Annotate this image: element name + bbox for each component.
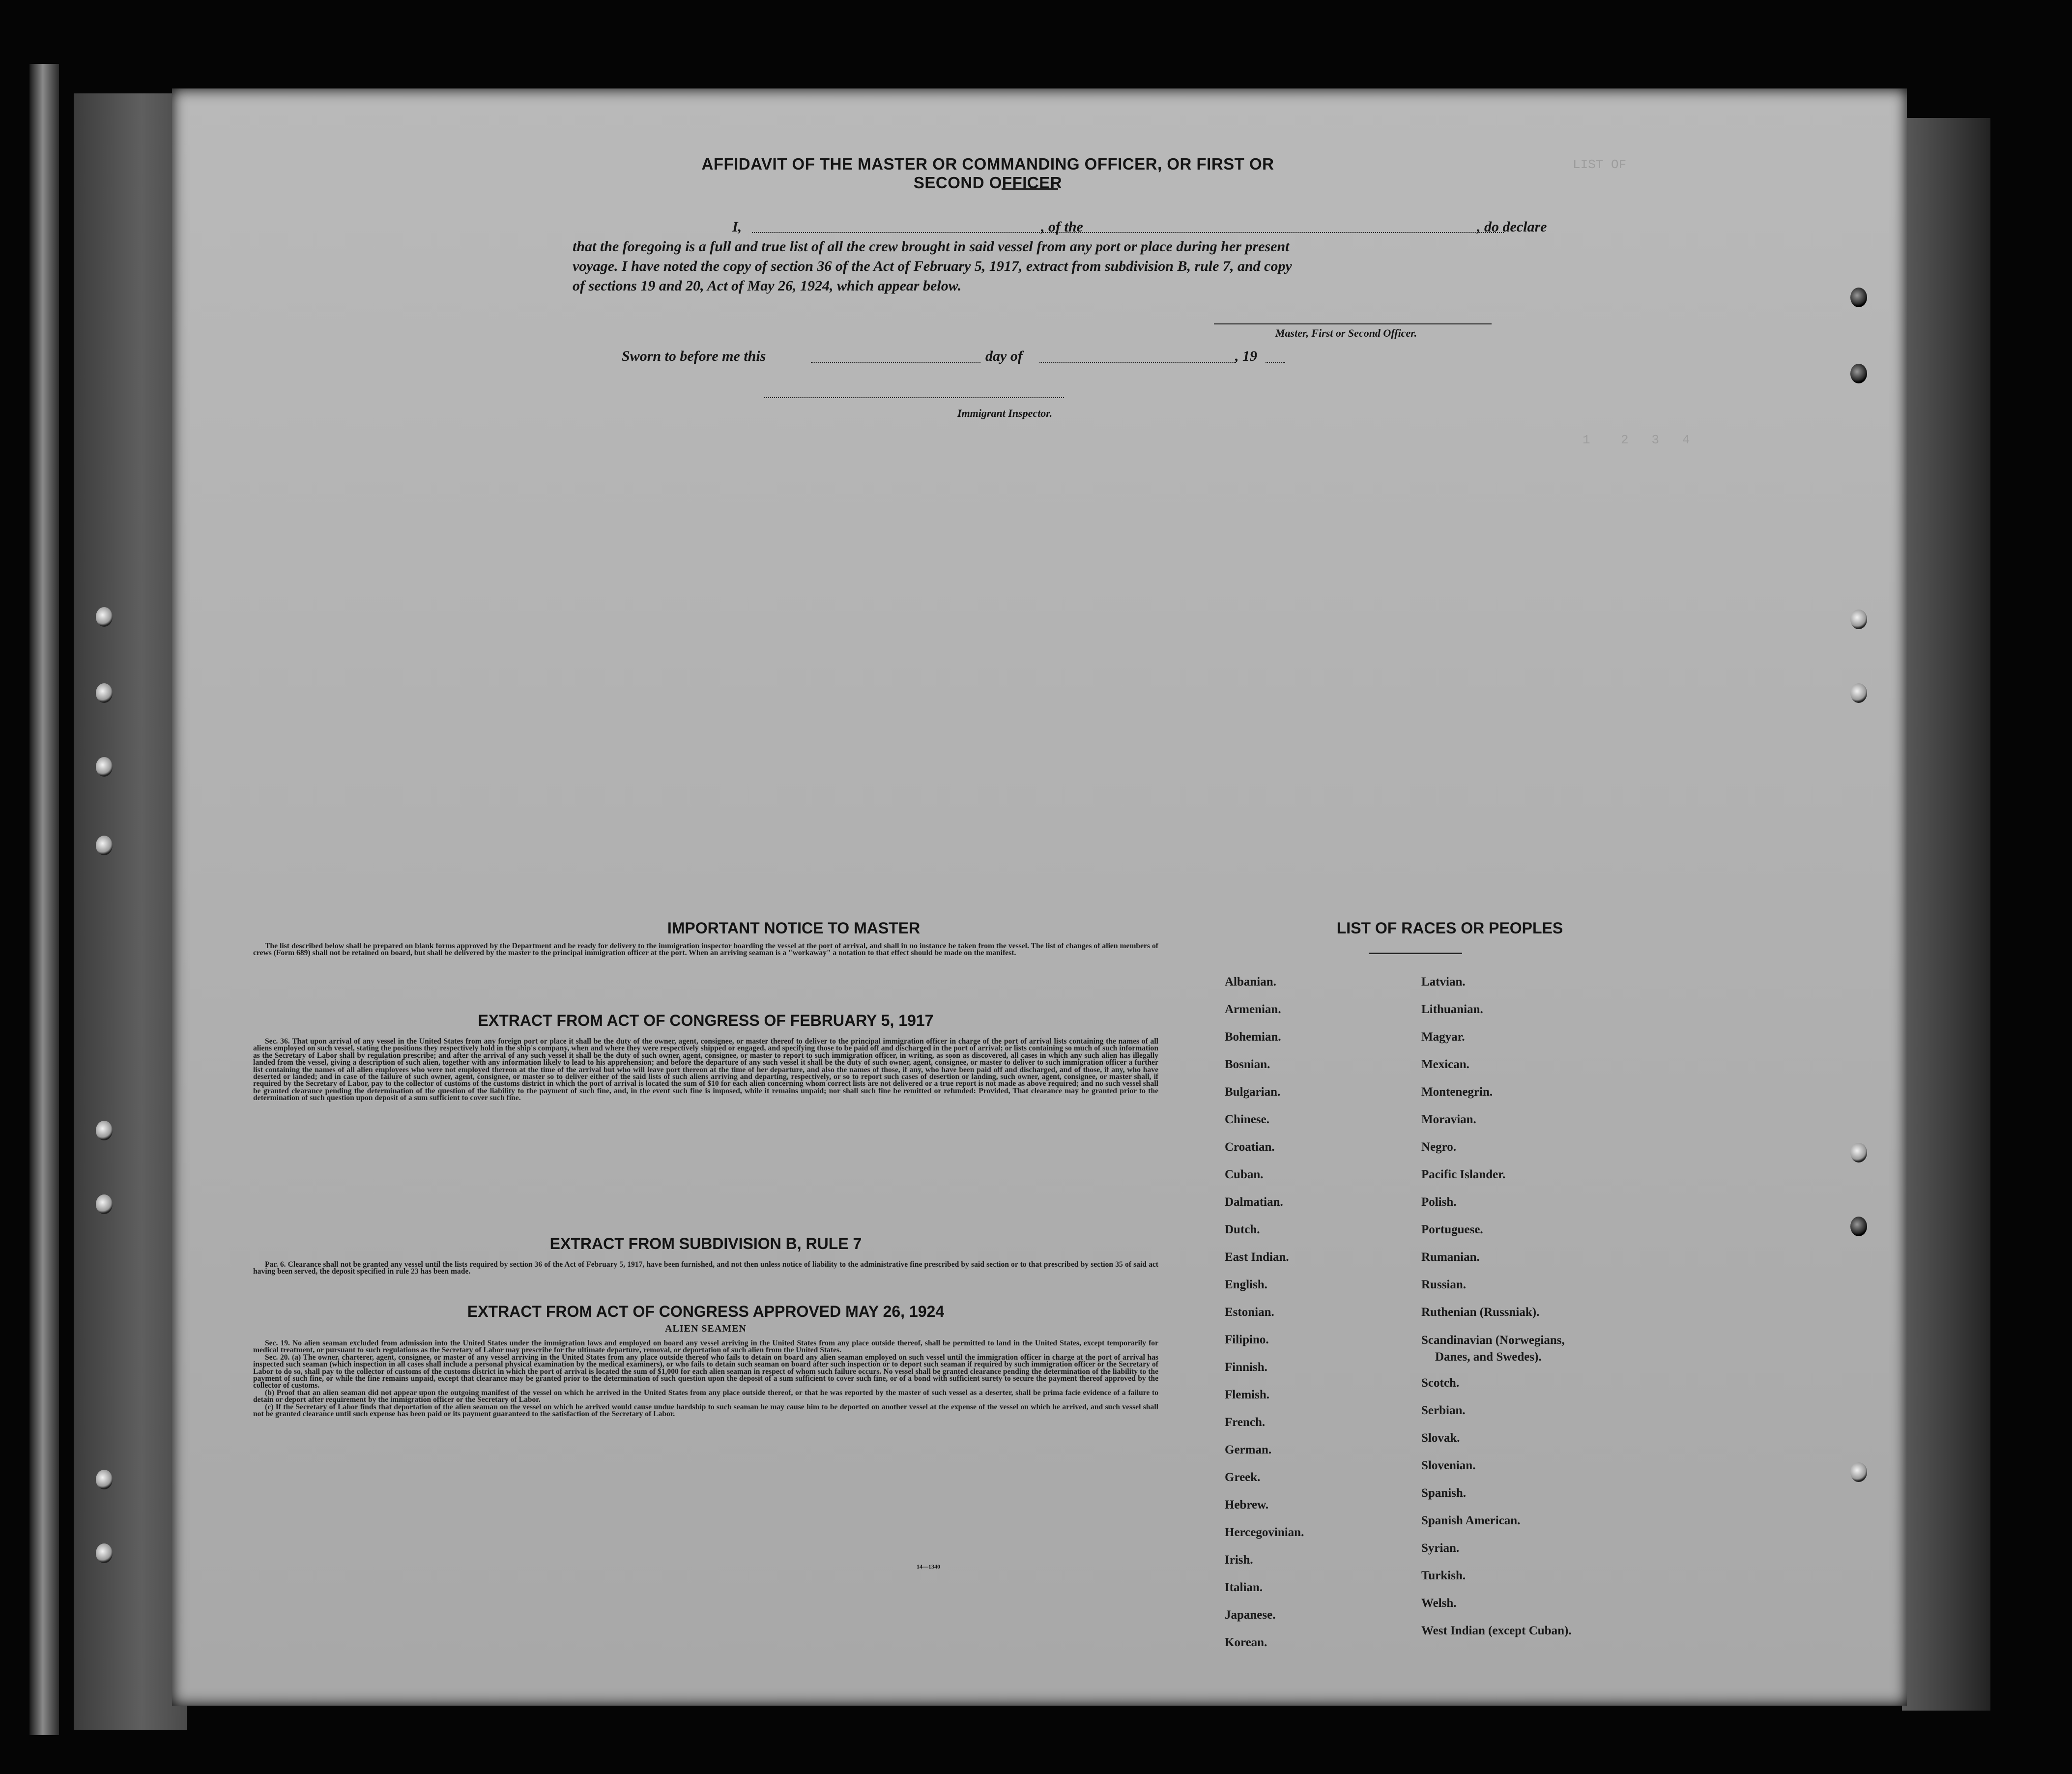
races-title: LIST OF RACES OR PEOPLES [1336, 919, 1563, 937]
par-6-paragraph: Par. 6. Clearance shall not be granted any vessel until the lists required by section 36 of the Act of February 5, 1917, have been furnished, and not then unless notice of liability to the administrative fine prescribed by said section or to that prescribed by section 35 of said act having been served, the deposit specified in rule 23 has been made. [253, 1260, 1158, 1276]
race-item: West Indian (except Cuban). [1421, 1624, 1572, 1637]
inspector-signature-line [764, 397, 1064, 398]
race-item: Scotch. [1421, 1376, 1460, 1390]
races-title-underline [1369, 953, 1462, 954]
document-page [172, 88, 1907, 1706]
binder-hole-icon [96, 1543, 113, 1563]
race-item: German. [1225, 1443, 1272, 1456]
year-blank [1266, 362, 1285, 363]
race-item: Latvian. [1421, 975, 1466, 989]
affidavit-line-2: that the foregoing is a full and true list of all the crew brought in said vessel from any port or place during her present [573, 238, 1290, 255]
sworn-text: Sworn to before me this [622, 348, 766, 364]
affidavit-line-3: voyage. I have noted the copy of section 36 of the Act of February 5, 1917, extract from subdivision B, rule 7, and copy [573, 258, 1292, 274]
master-signature-line [1214, 323, 1492, 324]
race-item: Polish. [1421, 1195, 1457, 1209]
race-item: English. [1225, 1278, 1267, 1291]
race-item: Chinese. [1225, 1113, 1269, 1126]
affidavit-line-4: of sections 19 and 20, Act of May 26, 1924, which appear below. [573, 278, 962, 294]
alien-seamen-subtitle: ALIEN SEAMEN [665, 1323, 747, 1334]
race-item: Korean. [1225, 1636, 1267, 1649]
binder-hole-icon [1850, 683, 1867, 703]
film-edge-strip [29, 64, 59, 1735]
affidavit-of: , of the [1041, 219, 1083, 235]
race-item: Dalmatian. [1225, 1195, 1283, 1209]
race-item: Ruthenian (Russniak). [1421, 1306, 1540, 1319]
section-36-paragraph: Sec. 36. That upon arrival of any vessel in the United States from any foreign port or place it shall be the duty of the owner, agent, consignee, or master thereof to deliver to the principal immigration officer in charge of the port of arrival lists containing the names of all aliens employed on such vessel, stating the positions they respectively hold in the ship's company, when and where they were respectively shipped or engaged, and specifying those to be paid off and discharged in the port of arrival; or lists containing so much of such information as the Secretary of Labor shall by regulation prescribe; and after the arrival of any such vessel it shall be the duty of such owner, agent, consignee, or master to report to such immigration officer, in writing, as soon as discovered, all cases in which any such alien has illegally landed from the vessel, giving a description of such alien, together with any information likely to lead to his apprehension; and before the departure of any such vessel it shall be the duty of such owner, agent, consignee, or master to deliver to such immigration officer a further list containing the names of all alien employees who were not employed thereon at the time of the arrival but who will leave port thereon at the time of her departure, and also the names of those, if any, who have been paid off and discharged, and of those, if any, who have deserted or landed; and in case of the failure of such owner, agent, consignee, or master so to deliver either of the said lists of such aliens arriving and departing, respectively, or so to report such cases of desertion or landing, such owner, agent, consignee, or master shall, if required by the Secretary of Labor, pay to the collector of customs of the customs district in which the port of arrival is located the sum of $10 for each alien concerning whom correct lists are not delivered or a true report is not made as above required; and no such vessel shall be granted clearance pending the determination of the question of the liability to the payment of such fine, and, in the event such fine is imposed, while it remains unpaid; nor shall such fine be remitted or refunded: Provided, That clearance may be granted prior to the determination of such question upon deposit of a sum sufficient to cover such fine. [253, 1037, 1158, 1103]
race-item: Scandinavian (Norwegians, [1421, 1334, 1565, 1347]
race-item: Russian. [1421, 1278, 1467, 1291]
binder-left-edge [74, 93, 187, 1730]
binder-hole-icon [1850, 288, 1867, 307]
binder-hole-icon [96, 1470, 113, 1489]
race-item: French. [1225, 1416, 1266, 1429]
race-item: Magyar. [1421, 1030, 1465, 1044]
binder-hole-icon [96, 1121, 113, 1140]
affidavit-i: I, [732, 219, 742, 235]
race-item: Mexican. [1421, 1058, 1469, 1071]
section-20a-paragraph: Sec. 20. (a) The owner, charterer, agent, consignee, or master of any vessel arriving in the United States from any place outside thereof who fails to detain on board any alien seaman employed on such vessel until the immigration officer in charge at the port of arrival has inspected such seaman (which inspection in all cases shall include a personal physical examination by the medical examiners), or who fails to detain such seaman on board after such inspection or to deport such seaman if required by such immigration officer or the Secretary of Labor to do so, shall pay to the collector of customs of the customs district in which the port of arrival is located the sum of $1,000 for each alien seaman in respect of whom such failure occurs. No vessel shall be granted clearance pending the determination of the liability to the payment of such fine, or while the fine remains unpaid, except that clearance may be granted prior to the determination of such question upon the deposit of a sum sufficient to cover such fine, or of a bond with sufficient surety to secure the payment thereof approved by the collector of customs. [253, 1353, 1158, 1390]
binder-hole-icon [1850, 1217, 1867, 1236]
title-underline [1002, 188, 1058, 190]
race-item: Greek. [1225, 1471, 1261, 1484]
race-item: Moravian. [1421, 1113, 1476, 1126]
binder-hole-icon [1850, 1143, 1867, 1163]
section-20b-paragraph: (b) Proof that an alien seaman did not appear upon the outgoing manifest of the vessel on which he arrived in the United States from any place outside thereof, or that he was reported by the master of such vessel as a deserter, shall be prima facie evidence of a failure to detain or deport after requirement by the immigration officer or the Secretary of Labor. [253, 1388, 1158, 1404]
affidavit-title: AFFIDAVIT OF THE MASTER OR COMMANDING OFFICER, OR FIRST OR SECOND OFFICER [701, 155, 1274, 192]
race-item: Syrian. [1421, 1541, 1460, 1555]
section-19-paragraph: Sec. 19. No alien seaman excluded from admission into the United States under the immigration laws and employed on board any vessel arriving in the United States from any place outside thereof, shall be permitted to land in the United States, except temporarily for medical treatment, or pursuant to such regulations as the Secretary of Labor may prescribe for the ultimate departure, removal, or deportation of such alien from the United States. [253, 1339, 1158, 1355]
race-item: Spanish. [1421, 1486, 1467, 1500]
race-item: East Indian. [1225, 1251, 1289, 1264]
race-item: Japanese. [1225, 1608, 1276, 1622]
race-item: Bohemian. [1225, 1030, 1281, 1044]
bleed-through-text: 1 2 3 4 [1583, 433, 1690, 447]
day-of-text: day of [985, 348, 1023, 364]
race-item: Albanian. [1225, 975, 1276, 989]
race-item: Turkish. [1421, 1569, 1466, 1582]
race-item: Serbian. [1421, 1404, 1466, 1417]
race-item: Bulgarian. [1225, 1085, 1281, 1099]
race-item: Armenian. [1225, 1003, 1281, 1016]
race-item: Welsh. [1421, 1597, 1457, 1610]
race-item: Cuban. [1225, 1168, 1264, 1181]
sworn-date-blank [811, 362, 980, 363]
year-text: , 19 [1235, 348, 1257, 364]
race-item: Estonian. [1225, 1306, 1274, 1319]
race-item: Spanish American. [1421, 1514, 1521, 1527]
form-number: 14—1340 [917, 1563, 940, 1570]
binder-hole-icon [96, 607, 113, 627]
race-item: Portuguese. [1421, 1223, 1483, 1236]
month-blank [1039, 362, 1236, 363]
binder-right-edge [1902, 118, 1990, 1711]
race-item: Filipino. [1225, 1333, 1269, 1346]
race-item: Dutch. [1225, 1223, 1260, 1236]
extract-1917-title: EXTRACT FROM ACT OF CONGRESS OF FEBRUARY 5, 1917 [478, 1012, 934, 1029]
race-item: Rumanian. [1421, 1251, 1480, 1264]
binder-hole-icon [96, 683, 113, 703]
subdivision-b-title: EXTRACT FROM SUBDIVISION B, RULE 7 [549, 1235, 862, 1252]
race-item: Bosnian. [1225, 1058, 1270, 1071]
race-item: Slovenian. [1421, 1459, 1476, 1472]
binder-hole-icon [96, 1194, 113, 1214]
race-item: Montenegrin. [1421, 1085, 1493, 1099]
race-item: Hebrew. [1225, 1498, 1269, 1512]
affidavit-declare: , do declare [1477, 219, 1547, 235]
vessel-blank [1106, 232, 1504, 233]
binder-hole-icon [96, 757, 113, 777]
races-right-column [1421, 968, 1572, 1645]
extract-1917-text [253, 1038, 1158, 1102]
race-item: Irish. [1225, 1553, 1253, 1567]
bleed-through-text: LIST OF [1573, 157, 1627, 172]
race-item: Pacific Islander. [1421, 1168, 1506, 1181]
extract-1924-title: EXTRACT FROM ACT OF CONGRESS APPROVED MAY 26, 1924 [467, 1303, 945, 1320]
race-item: Hercegovinian. [1225, 1526, 1304, 1539]
section-20c-paragraph: (c) If the Secretary of Labor finds that deportation of the alien seaman on the vessel on which he arrived would cause undue hardship to such seaman he may cause him to be deported on another vessel at the expense of the vessel on which he arrived, and such vessel shall not be granted clearance until such expense has been paid or its payment guaranteed to the satisfaction of the Secretary of Labor. [253, 1402, 1158, 1419]
race-item: Flemish. [1225, 1388, 1269, 1401]
race-item: Finnish. [1225, 1361, 1267, 1374]
race-item: Lithuanian. [1421, 1003, 1483, 1016]
race-item: Croatian. [1225, 1140, 1275, 1154]
extract-1924-text [253, 1340, 1158, 1418]
race-item: Negro. [1421, 1140, 1457, 1154]
binder-hole-icon [1850, 1462, 1867, 1482]
binder-hole-icon [1850, 364, 1867, 383]
inspector-label: Immigrant Inspector. [957, 407, 1053, 419]
notice-text [253, 943, 1158, 957]
notice-title: IMPORTANT NOTICE TO MASTER [667, 919, 921, 937]
race-item: Danes, and Swedes). [1435, 1350, 1542, 1364]
subdivision-b-text [253, 1261, 1158, 1276]
race-item: Slovak. [1421, 1431, 1460, 1445]
binder-hole-icon [1850, 610, 1867, 629]
master-signature-label: Master, First or Second Officer. [1275, 327, 1417, 339]
race-item: Italian. [1225, 1581, 1263, 1594]
notice-paragraph: The list described below shall be prepared on blank forms approved by the Department and be ready for delivery to the immigration inspector boarding the vessel at the port of arrival, and shall in no instance be taken from the vessel. The list of changes of alien members of crews (Form 689) shall not be retained on board, but shall be delivered by the master to the principal immigration officer at the port. When an arriving seaman is a "workaway" a notation to that effect should be made on the manifest. [253, 942, 1158, 958]
binder-hole-icon [96, 836, 113, 855]
races-left-column [1225, 968, 1304, 1657]
